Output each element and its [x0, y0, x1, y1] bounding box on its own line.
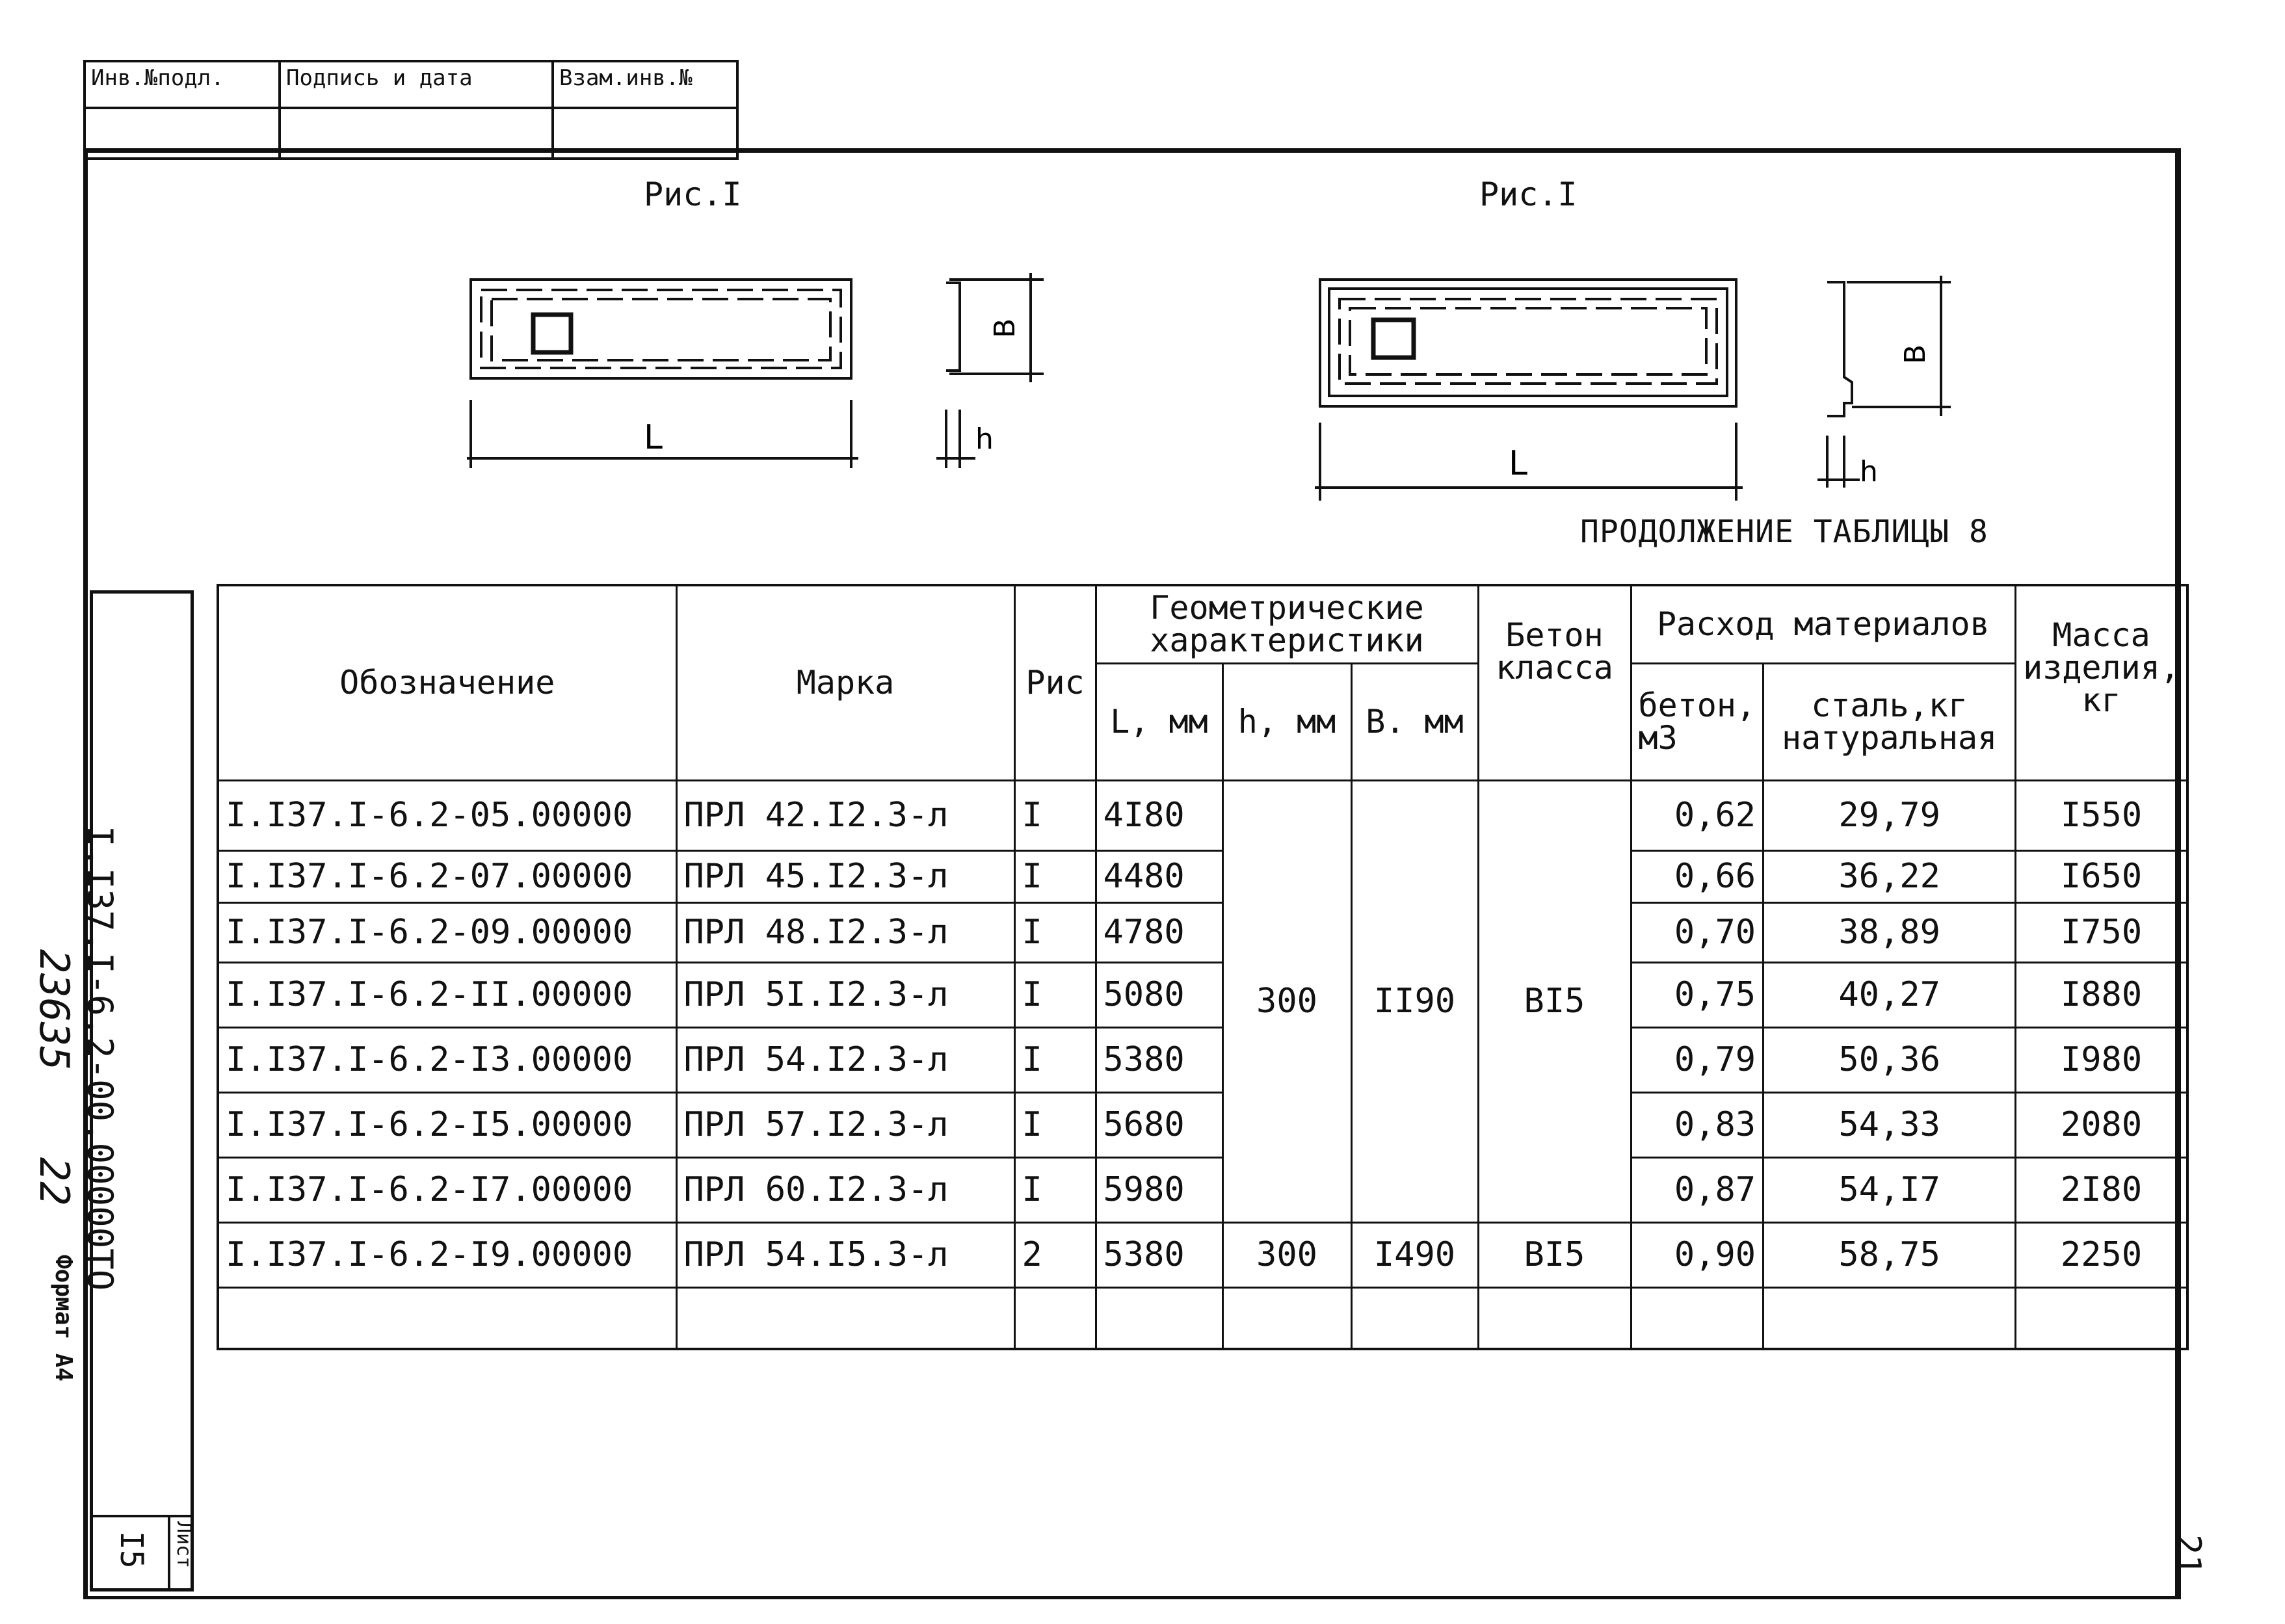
cell-designation: I.I37.I-6.2-I5.00000 [218, 1092, 676, 1157]
table-row-empty [218, 1287, 2187, 1349]
cell-steel: 58,75 [1763, 1222, 2016, 1287]
cell-designation: I.I37.I-6.2-I3.00000 [218, 1027, 676, 1092]
header-steel: сталь,кг натуральная [1763, 663, 2016, 780]
cell-steel: 50,36 [1763, 1027, 2016, 1092]
cell-L: 5380 [1096, 1027, 1222, 1092]
header-mark: Марка [676, 585, 1014, 780]
format-label: Формат А4 [50, 1255, 77, 1382]
table-row [218, 962, 2187, 1027]
cell-fig: I [1014, 780, 1096, 850]
cell-designation: I.I37.I-6.2-I9.00000 [218, 1222, 676, 1287]
sheet-label: Лист [172, 1521, 195, 1569]
cell-designation: I.I37.I-6.2-I7.00000 [218, 1157, 676, 1222]
cell-mass: I880 [2016, 962, 2187, 1027]
cell-fig: I [1014, 962, 1096, 1027]
cell-steel: 40,27 [1763, 962, 2016, 1027]
cell-fig: I [1014, 1027, 1096, 1092]
cell-mass: 2250 [2016, 1222, 2187, 1287]
cell-h-merged: 300 [1222, 780, 1351, 1222]
cell-fig: I [1014, 1157, 1096, 1222]
specification-table [217, 584, 2189, 1350]
cell-steel: 38,89 [1763, 902, 2016, 962]
cell-B-merged: II90 [1351, 780, 1478, 1222]
cell-L: 4780 [1096, 902, 1222, 962]
cell-mark: ПРЛ 60.I2.3-л [676, 1157, 1014, 1222]
archive-sheet: 22 [31, 1157, 78, 1206]
header-geometry: Геометрические характеристики [1096, 585, 1478, 663]
cell-fig: I [1014, 850, 1096, 902]
cell-h: 300 [1222, 1222, 1351, 1287]
cell-fig: I [1014, 1092, 1096, 1157]
cell-mark: ПРЛ 54.I2.3-л [676, 1027, 1014, 1092]
cell-concrete-volume: 0,66 [1631, 850, 1763, 902]
table-row [218, 1027, 2187, 1092]
figure-right-B: B [1899, 344, 1932, 364]
cell-mass: 2080 [2016, 1092, 2187, 1157]
table-row [218, 1092, 2187, 1157]
cell-L: 5980 [1096, 1157, 1222, 1222]
cell-steel: 54,33 [1763, 1092, 2016, 1157]
figure-left-B: B [988, 318, 1022, 338]
header-concrete-class: Бетон класса [1478, 585, 1631, 780]
cell-L: 5380 [1096, 1222, 1222, 1287]
cell-steel: 36,22 [1763, 850, 2016, 902]
header-materials: Расход материалов [1631, 585, 2016, 663]
header-designation: Обозначение [218, 585, 676, 780]
cell-concrete-volume: 0,87 [1631, 1157, 1763, 1222]
table-row [218, 780, 2187, 850]
cell-mass: I550 [2016, 780, 2187, 850]
cell-mass: 2I80 [2016, 1157, 2187, 1222]
header-concrete-volume: бетон, м3 [1631, 663, 1763, 780]
table-row [218, 1157, 2187, 1222]
cell-concrete-volume: 0,79 [1631, 1027, 1763, 1092]
header-h: h, мм [1222, 663, 1351, 780]
header-B: B. мм [1351, 663, 1478, 780]
figure-right-drawing [1301, 267, 2016, 514]
approval-stamp [83, 60, 739, 160]
cell-L: 4I80 [1096, 780, 1222, 850]
table-row [218, 1222, 2187, 1287]
cell-mass: I750 [2016, 902, 2187, 962]
table-row [218, 850, 2187, 902]
cell-designation: I.I37.I-6.2-07.00000 [218, 850, 676, 902]
cell-concrete-volume: 0,83 [1631, 1092, 1763, 1157]
cell-steel: 29,79 [1763, 780, 2016, 850]
figure-right-h: h [1860, 455, 1878, 488]
stamp-replaced-inv: Взам.инв.№ [553, 61, 737, 108]
cell-designation: I.I37.I-6.2-05.00000 [218, 780, 676, 850]
header-fig: Рис [1014, 585, 1096, 780]
cell-concrete-class: BI5 [1478, 1222, 1631, 1287]
header-mass: Масса изделия, кг [2016, 585, 2187, 780]
cell-concrete-volume: 0,90 [1631, 1222, 1763, 1287]
cell-mark: ПРЛ 54.I5.3-л [676, 1222, 1014, 1287]
archive-number: 23635 [31, 949, 78, 1071]
cell-mark: ПРЛ 48.I2.3-л [676, 902, 1014, 962]
cell-mark: ПРЛ 57.I2.3-л [676, 1092, 1014, 1157]
sheet-number: I5 [113, 1531, 150, 1569]
cell-L: 4480 [1096, 850, 1222, 902]
cell-L: 5680 [1096, 1092, 1222, 1157]
page-number: 21 [2169, 1534, 2208, 1575]
cell-concrete-volume: 0,75 [1631, 962, 1763, 1027]
figure-left-L: L [644, 418, 663, 457]
table-caption: ПРОДОЛЖЕНИЕ ТАБЛИЦЫ 8 [1580, 514, 1988, 550]
cell-mark: ПРЛ 42.I2.3-л [676, 780, 1014, 850]
figure-right-L: L [1509, 444, 1527, 483]
cell-mark: ПРЛ 45.I2.3-л [676, 850, 1014, 902]
figure-left-drawing [455, 260, 1079, 481]
cell-fig: I [1014, 902, 1096, 962]
figure-left-h: h [975, 423, 994, 456]
cell-concrete-volume: 0,70 [1631, 902, 1763, 962]
cell-mass: I650 [2016, 850, 2187, 902]
table-row [218, 902, 2187, 962]
cell-steel: 54,I7 [1763, 1157, 2016, 1222]
cell-L: 5080 [1096, 962, 1222, 1027]
stamp-signature-date: Подпись и дата [280, 61, 553, 108]
cell-fig: 2 [1014, 1222, 1096, 1287]
stamp-inv-podl: Инв.№подл. [85, 61, 280, 108]
cell-mark: ПРЛ 5I.I2.3-л [676, 962, 1014, 1027]
cell-concrete-volume: 0,62 [1631, 780, 1763, 850]
cell-B: I490 [1351, 1222, 1478, 1287]
cell-concrete-class-merged: BI5 [1478, 780, 1631, 1222]
cell-mass: I980 [2016, 1027, 2187, 1092]
header-L: L, мм [1096, 663, 1222, 780]
document-code: I.I37.I-6.2-00.00000ТО [79, 826, 120, 1291]
figure-left-title: Рис.I [644, 176, 742, 213]
figure-right-title: Рис.I [1479, 176, 1578, 213]
cell-designation: I.I37.I-6.2-II.00000 [218, 962, 676, 1027]
cell-designation: I.I37.I-6.2-09.00000 [218, 902, 676, 962]
